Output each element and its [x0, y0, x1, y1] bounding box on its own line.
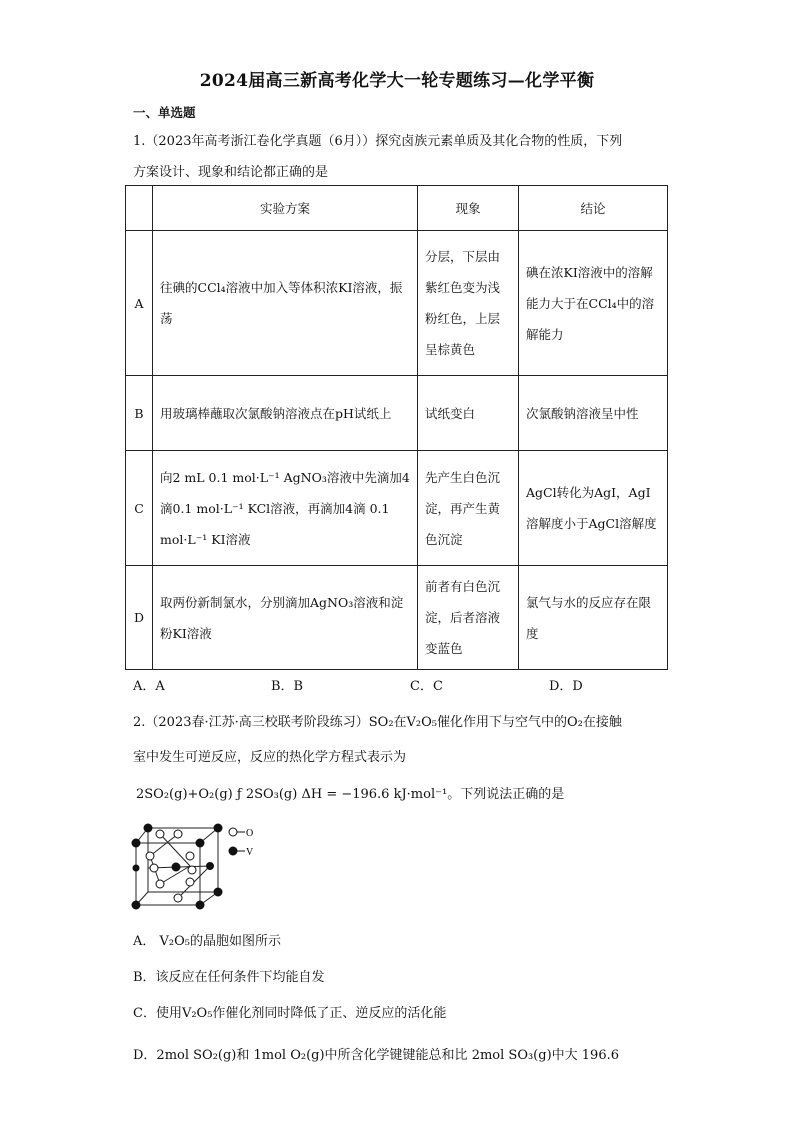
option-d[interactable]: D．D: [549, 679, 583, 694]
table-row: [126, 566, 668, 670]
plan-cell: 向2 mL 0.1 mol·L⁻¹ AgNO₃溶液中先滴加4滴0.1 mol·L⁻¹ KCl溶液，再滴加4滴 0.1 mol·L⁻¹ KI溶液: [153, 451, 418, 566]
choice-a[interactable]: A． V₂O₅的晶胞如图所示: [133, 934, 281, 949]
section-heading: 一、单选题: [133, 105, 196, 120]
oxygen-legend-marker: [229, 828, 237, 836]
table-header-cell: 实验方案: [153, 186, 418, 231]
option-b[interactable]: B．B: [271, 679, 304, 694]
table-header-cell: [126, 186, 153, 231]
oxygen-legend-label: O: [246, 828, 254, 839]
vanadium-legend-marker: [229, 847, 237, 855]
question-1-stem-line-1: 1.（2023年高考浙江卷化学真题（6月））探究卤族元素单质及其化合物的性质，下列: [133, 134, 623, 149]
phenomenon-cell: 试纸变白: [418, 376, 519, 451]
row-label: A: [126, 231, 153, 376]
option-c[interactable]: C．C: [410, 679, 443, 694]
row-label: B: [126, 376, 153, 451]
phenomenon-cell: 先产生白色沉淀，再产生黄色沉淀: [418, 451, 519, 566]
plan-cell: 取两份新制氯水，分别滴加AgNO₃溶液和淀粉KI溶液: [153, 566, 418, 670]
figure-legend: [229, 828, 254, 858]
document-title: 2024届高三新高考化学大一轮专题练习—化学平衡: [199, 71, 595, 91]
question-1-table: [125, 185, 668, 670]
choice-b[interactable]: B．该反应在任何条件下均能自发: [133, 970, 325, 985]
table-header-cell: 结论: [519, 186, 668, 231]
option-a[interactable]: A．A: [133, 679, 165, 694]
row-label: C: [126, 451, 153, 566]
conclusion-cell: AgCl转化为AgI，AgI溶解度小于AgCl溶解度: [519, 451, 668, 566]
conclusion-cell: 次氯酸钠溶液呈中性: [519, 376, 668, 451]
table-header-row: [126, 186, 668, 231]
question-2-stem-line-1: 2.（2023春·江苏·高三校联考阶段练习）SO₂在V₂O₅催化作用下与空气中的O₂在接触: [133, 715, 622, 730]
row-label: D: [126, 566, 153, 670]
phenomenon-cell: 分层，下层由紫红色变为浅粉红色，上层呈棕黄色: [418, 231, 519, 376]
choice-d[interactable]: D．2mol SO₂(g)和 1mol O₂(g)中所含化学键键能总和比 2mol SO₃(g)中大 196.6: [133, 1048, 619, 1063]
crystal-cell-figure: [130, 818, 265, 910]
thermochemical-equation: 2SO₂(g)+O₂(g) ƒ 2SO₃(g) ΔH = −196.6 kJ·mol⁻¹。下列说法正确的是: [136, 787, 565, 802]
choice-c[interactable]: C．使用V₂O₅作催化剂同时降低了正、逆反应的活化能: [133, 1006, 447, 1021]
table-header-cell: 现象: [418, 186, 519, 231]
table-row: [126, 376, 668, 451]
table-row: [126, 231, 668, 376]
phenomenon-cell: 前者有白色沉淀，后者溶液变蓝色: [418, 566, 519, 670]
question-2-stem-line-2: 室中发生可逆反应，反应的热化学方程式表示为: [133, 750, 407, 765]
conclusion-cell: 氯气与水的反应存在限度: [519, 566, 668, 670]
question-1-stem-line-2: 方案设计、现象和结论都正确的是: [133, 165, 329, 180]
vanadium-legend-label: V: [246, 847, 254, 858]
plan-cell: 往碘的CCl₄溶液中加入等体积浓KI溶液，振荡: [153, 231, 418, 376]
conclusion-cell: 碘在浓KI溶液中的溶解能力大于在CCl₄中的溶解能力: [519, 231, 668, 376]
plan-cell: 用玻璃棒蘸取次氯酸钠溶液点在pH试纸上: [153, 376, 418, 451]
oxygen-atoms: [146, 830, 196, 902]
table-row: [126, 451, 668, 566]
